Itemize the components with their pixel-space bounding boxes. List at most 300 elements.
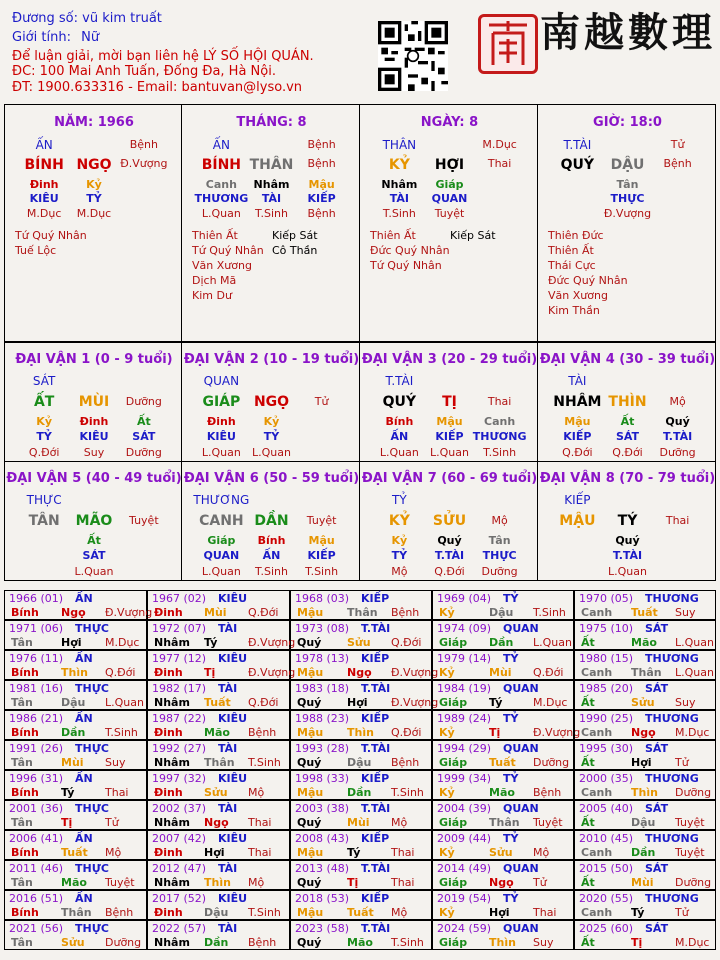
year-state: Q.Đới [533, 666, 564, 679]
star-item: Tứ Quý Nhân [370, 259, 442, 272]
year-can: Canh [581, 666, 613, 679]
year-cell [4, 920, 147, 950]
year-state: Tử [675, 906, 689, 919]
pillar-title: NĂM: 1966 [54, 115, 134, 130]
pillar-chi: HỢI [434, 157, 465, 173]
hidden-state: T.Sinh [483, 446, 517, 459]
star-item: Thái Cực [548, 259, 596, 272]
year-chi: Tý [347, 846, 361, 859]
year-god: THỰC [75, 622, 109, 635]
year-label: 1975 (10) [579, 622, 634, 635]
year-can: Ất [581, 816, 595, 829]
year-state: T.Sinh [105, 726, 138, 739]
year-label: 2019 (54) [437, 892, 492, 905]
year-cell [147, 740, 290, 770]
year-chi: Hợi [204, 846, 225, 859]
pillar-can: KỶ [388, 157, 410, 173]
hidden-stem: Giáp [207, 534, 236, 547]
year-cell [432, 740, 574, 770]
year-chi: Ngọ [204, 816, 229, 829]
year-chi: Thìn [347, 726, 374, 739]
year-state: Dưỡng [105, 936, 142, 949]
year-chi: Ngọ [61, 606, 86, 619]
hidden-god: KIẾP [307, 549, 336, 562]
year-state: L.Quan [533, 636, 572, 649]
gender-label: Giới tính: [12, 30, 71, 45]
year-label: 2005 (40) [579, 802, 634, 815]
year-state: M.Dục [105, 636, 140, 649]
year-chi: Dần [204, 936, 229, 949]
year-cell [432, 920, 574, 950]
dai-van-box [359, 342, 538, 462]
year-state: Bệnh [248, 936, 277, 949]
year-god: SÁT [645, 922, 669, 935]
pillar-top-state: M.Dục [482, 138, 517, 151]
year-cell [147, 770, 290, 800]
year-can: Tân [11, 756, 33, 769]
year-chi: Thìn [61, 666, 88, 679]
year-chi: Tý [631, 906, 645, 919]
year-label: 1984 (19) [437, 682, 492, 695]
dai-van-can: GIÁP [202, 394, 241, 410]
year-god: SÁT [645, 682, 669, 695]
dai-van-can: KỶ [388, 513, 410, 529]
year-cell [574, 710, 716, 740]
year-can: Mậu [297, 906, 324, 919]
hidden-god: SÁT [132, 430, 156, 443]
year-can: Mậu [297, 786, 324, 799]
year-god: T.TÀI [361, 922, 391, 935]
year-cell [4, 770, 147, 800]
dai-van-title: ĐẠI VẬN 8 (70 - 79 tuổi) [539, 471, 716, 486]
year-can: Giáp [439, 816, 468, 829]
dai-van-box [181, 342, 360, 462]
hidden-state: M.Dục [26, 207, 62, 220]
star-item: Cô Thần [272, 244, 318, 257]
pillar-state: Thai [487, 157, 512, 170]
dai-van-state: Tuyệt [306, 514, 337, 527]
hidden-state: Mộ [391, 565, 408, 578]
hidden-god: SÁT [615, 430, 640, 443]
dai-van-god: QUAN [203, 374, 240, 388]
year-god: KIÊU [218, 712, 248, 725]
year-chi: Dậu [489, 606, 514, 619]
hidden-god: TỶ [86, 192, 102, 205]
year-cell [4, 650, 147, 680]
hidden-god: KIẾP [563, 430, 592, 443]
year-label: 1989 (24) [437, 712, 492, 725]
hidden-state: L.Quan [201, 446, 241, 459]
year-god: QUAN [503, 682, 539, 695]
year-label: 2002 (37) [152, 802, 207, 815]
hidden-state: L.Quan [201, 207, 241, 220]
year-chi: Thìn [489, 936, 516, 949]
year-chi: Dậu [347, 756, 372, 769]
dai-van-chi: DẦN [254, 513, 289, 529]
year-can: Quý [297, 696, 322, 709]
dai-van-god: TỶ [392, 493, 407, 507]
name-label: Đương số: [12, 11, 78, 26]
year-can: Ất [581, 876, 595, 889]
year-chi: Tuất [347, 906, 374, 919]
year-can: Quý [297, 876, 322, 889]
year-god: ẤN [75, 652, 93, 665]
year-god: KIẾP [361, 832, 390, 845]
year-can: Giáp [439, 636, 468, 649]
year-god: ẤN [75, 712, 93, 725]
year-label: 2011 (46) [9, 862, 64, 875]
year-chi: Mùi [347, 816, 370, 829]
hidden-stem: Ất [136, 415, 151, 428]
year-state: L.Quan [675, 666, 714, 679]
hidden-god: KIÊU [79, 430, 109, 443]
year-can: Nhâm [154, 936, 190, 949]
year-chi: Tuất [489, 756, 516, 769]
year-can: Giáp [439, 756, 468, 769]
pillar-top-state: Bệnh [129, 138, 158, 151]
star-item: Tuế Lộc [15, 244, 57, 257]
star-item: Kim Dư [192, 289, 232, 302]
year-label: 1970 (05) [579, 592, 634, 605]
star-item: Thiên Ất [192, 229, 238, 242]
year-can: Kỷ [439, 906, 455, 919]
hidden-stem: Kỷ [391, 534, 408, 547]
dai-van-state: Dưỡng [125, 395, 162, 408]
dai-van-box [181, 461, 360, 581]
year-cell [290, 800, 432, 830]
hidden-stem: Tân [616, 178, 639, 191]
year-cell [4, 680, 147, 710]
year-chi: Ngọ [631, 726, 656, 739]
hidden-stem: Mậu [564, 415, 591, 428]
hidden-state: Đ.Vượng [603, 207, 652, 220]
year-cell [4, 590, 153, 620]
year-can: Đinh [154, 726, 183, 739]
star-item: Văn Xương [548, 289, 608, 302]
hidden-stem: Mậu [436, 415, 463, 428]
year-can: Canh [581, 606, 613, 619]
address-line: ĐC: 100 Mai Anh Tuấn, Đống Đa, Hà Nội. [12, 64, 276, 79]
year-god: T.TÀI [361, 742, 391, 755]
hidden-state: Dưỡng [125, 446, 162, 459]
gender-value: Nữ [81, 30, 100, 45]
year-label: 1977 (12) [152, 652, 207, 665]
pillar-can: BÍNH [201, 157, 242, 173]
year-cell [290, 680, 439, 710]
year-chi: Mão [347, 936, 373, 949]
year-cell [574, 650, 716, 680]
year-chi: Mùi [204, 606, 227, 619]
year-god: QUAN [503, 922, 539, 935]
year-god: KIÊU [218, 592, 248, 605]
year-label: 1981 (16) [9, 682, 64, 695]
year-chi: Tị [347, 876, 359, 889]
year-can: Ất [581, 936, 595, 949]
year-state: Suy [533, 936, 554, 949]
year-state: T.Sinh [391, 786, 424, 799]
star-item: Văn Xương [192, 259, 252, 272]
year-god: TÀI [218, 682, 238, 695]
year-state: Thai [105, 786, 129, 799]
year-state: Tuyệt [533, 816, 563, 829]
year-state: M.Dục [533, 696, 568, 709]
hidden-stem: Mậu [308, 178, 335, 191]
year-cell [4, 620, 147, 650]
hidden-state: T.Sinh [382, 207, 416, 220]
year-cell [147, 680, 290, 710]
year-god: TÀI [218, 742, 238, 755]
year-chi: Dần [489, 636, 514, 649]
year-god: KIÊU [218, 772, 248, 785]
year-label: 2023 (58) [295, 922, 350, 935]
year-label: 1966 (01) [9, 592, 64, 605]
hidden-state: L.Quan [608, 565, 647, 578]
year-chi: Tị [61, 816, 73, 829]
year-can: Kỷ [439, 666, 455, 679]
year-can: Tân [11, 636, 33, 649]
star-item: Thiên Ất [548, 244, 594, 257]
hidden-god: T.TÀI [434, 549, 465, 562]
hidden-stem: Mậu [308, 534, 335, 547]
year-god: TỶ [503, 892, 519, 905]
year-can: Ất [581, 696, 595, 709]
dai-van-god: SÁT [32, 374, 56, 388]
hidden-god: KIẾP [435, 430, 464, 443]
year-god: KIẾP [361, 892, 390, 905]
year-cell [432, 680, 574, 710]
year-state: T.Sinh [391, 936, 424, 949]
hidden-state: L.Quan [430, 446, 469, 459]
star-item: Thiên Ất [370, 229, 416, 242]
year-can: Bính [11, 906, 39, 919]
year-god: ẤN [75, 592, 93, 605]
year-god: SÁT [645, 802, 669, 815]
year-label: 2013 (48) [295, 862, 350, 875]
year-cell [574, 590, 716, 620]
year-can: Tân [11, 936, 33, 949]
year-chi: Hợi [489, 906, 510, 919]
pillar-state: Bệnh [663, 157, 692, 170]
year-chi: Dần [631, 846, 656, 859]
year-god: T.TÀI [361, 802, 391, 815]
hidden-stem: Bính [257, 534, 286, 547]
year-chi: Mão [204, 726, 230, 739]
year-state: Đ.Vượng [248, 636, 296, 649]
hidden-state: M.Dục [76, 207, 112, 220]
hidden-state: Dưỡng [481, 565, 518, 578]
hidden-stem: Kỷ [263, 415, 280, 428]
year-chi: Mão [631, 636, 657, 649]
year-state: L.Quan [675, 636, 714, 649]
year-state: Suy [675, 696, 696, 709]
year-state: Bệnh [105, 906, 134, 919]
hidden-state: Q.Đới [28, 446, 60, 459]
year-label: 1972 (07) [152, 622, 207, 635]
year-cell [432, 590, 574, 620]
year-state: Mộ [248, 876, 265, 889]
year-can: Canh [581, 726, 613, 739]
dai-van-chi: MÙI [78, 394, 110, 410]
dai-van-chi: MÃO [75, 513, 113, 529]
pillar-box [181, 104, 360, 342]
year-label: 1993 (28) [295, 742, 350, 755]
year-label: 2022 (57) [152, 922, 207, 935]
pillar-box [537, 104, 716, 342]
year-cell [4, 740, 147, 770]
phone-line: ĐT: 1900.633316 - Email: bantuvan@lyso.vn [12, 80, 303, 95]
star-item: Kiếp Sát [450, 229, 496, 242]
year-cell [432, 770, 574, 800]
dai-van-god: TÀI [568, 374, 587, 388]
dai-van-title: ĐẠI VẬN 6 (50 - 59 tuổi) [183, 471, 360, 486]
year-chi: Thân [204, 756, 235, 769]
year-god: THỰC [75, 682, 109, 695]
year-chi: Dần [347, 786, 372, 799]
year-can: Nhâm [154, 696, 190, 709]
dai-van-state: Mộ [491, 514, 508, 527]
year-chi: Thìn [204, 876, 231, 889]
year-state: Bệnh [391, 756, 420, 769]
year-can: Ất [581, 636, 595, 649]
year-state: Thai [391, 846, 415, 859]
pillar-box [359, 104, 538, 342]
year-can: Đinh [154, 606, 183, 619]
year-god: THỰC [75, 742, 109, 755]
hidden-stem: Ất [620, 415, 635, 428]
pillar-state: Đ.Vượng [120, 157, 168, 170]
dai-van-box [537, 461, 716, 581]
hidden-state: L.Quan [252, 446, 291, 459]
dai-van-title: ĐẠI VẬN 1 (0 - 9 tuổi) [15, 352, 173, 367]
year-can: Đinh [154, 786, 183, 799]
hidden-state: T.Sinh [305, 565, 339, 578]
hidden-state: L.Quan [201, 565, 241, 578]
hidden-state: L.Quan [74, 565, 114, 578]
year-label: 1985 (20) [579, 682, 634, 695]
year-state: Đ.Vượng [105, 606, 153, 619]
dai-van-god: T.TÀI [385, 374, 414, 388]
pillar-title: GIỜ: 18:0 [593, 115, 662, 130]
year-can: Bính [11, 606, 39, 619]
year-god: SÁT [645, 862, 669, 875]
year-state: Q.Đới [391, 636, 422, 649]
year-cell [290, 830, 432, 860]
year-cell [147, 920, 290, 950]
pillar-god: ẤN [212, 138, 230, 152]
hidden-state: Q.Đới [562, 446, 593, 459]
dai-van-title: ĐẠI VẬN 7 (60 - 69 tuổi) [361, 471, 538, 486]
year-label: 1994 (29) [437, 742, 492, 755]
qr-code[interactable] [378, 21, 448, 91]
year-chi: Sửu [347, 636, 371, 649]
dai-van-can: TÂN [28, 513, 60, 529]
year-can: Quý [297, 756, 322, 769]
star-item: Đức Quý Nhân [548, 274, 628, 287]
year-label: 2004 (39) [437, 802, 492, 815]
pillar-can: QUÝ [560, 157, 595, 173]
year-can: Mậu [297, 606, 324, 619]
year-state: Q.Đới [248, 606, 279, 619]
year-state: Thai [391, 876, 415, 889]
pillar-god: T.TÀI [563, 138, 592, 152]
year-label: 2015 (50) [579, 862, 634, 875]
year-label: 2024 (59) [437, 922, 492, 935]
year-label: 2006 (41) [9, 832, 64, 845]
year-chi: Tị [204, 666, 216, 679]
pillar-box [4, 104, 182, 342]
year-state: M.Dục [675, 936, 710, 949]
year-label: 1976 (11) [9, 652, 64, 665]
year-state: Suy [105, 756, 126, 769]
pillar-god: THÂN [382, 138, 417, 152]
year-can: Nhâm [154, 876, 190, 889]
hidden-god: TỶ [263, 430, 280, 443]
year-cell [147, 830, 290, 860]
year-chi: Ngọ [489, 876, 514, 889]
year-cell [574, 770, 716, 800]
year-state: Mộ [105, 846, 122, 859]
dai-van-state: Tuyệt [129, 514, 159, 527]
year-chi: Sửu [204, 786, 228, 799]
year-can: Bính [11, 666, 39, 679]
year-state: Bệnh [248, 726, 277, 739]
year-god: TỶ [503, 652, 519, 665]
hidden-state: Tuyệt [434, 207, 465, 220]
year-chi: Hợi [347, 696, 368, 709]
year-state: Tuyệt [675, 846, 705, 859]
year-can: Tân [11, 876, 33, 889]
year-cell [432, 710, 581, 740]
year-god: THƯƠNG [645, 892, 699, 905]
year-can: Tân [11, 816, 33, 829]
year-label: 2008 (43) [295, 832, 350, 845]
year-state: Mộ [391, 906, 408, 919]
year-chi: Mão [61, 876, 87, 889]
year-cell [147, 800, 290, 830]
year-god: THƯƠNG [645, 592, 699, 605]
year-chi: Tuất [61, 846, 88, 859]
year-cell [290, 620, 432, 650]
year-label: 1998 (33) [295, 772, 350, 785]
hidden-stem: Quý [665, 415, 690, 428]
year-state: Suy [675, 606, 696, 619]
year-cell [290, 740, 432, 770]
year-god: TỶ [503, 832, 519, 845]
star-item: Tứ Quý Nhân [192, 244, 264, 257]
year-can: Bính [11, 846, 39, 859]
year-label: 1999 (34) [437, 772, 492, 785]
hidden-stem: Nhâm [253, 178, 290, 191]
year-cell [290, 650, 439, 680]
year-god: TÀI [218, 622, 238, 635]
brand-title: 南越數理 [540, 9, 716, 56]
year-god: QUAN [503, 862, 539, 875]
hidden-god: QUAN [431, 192, 468, 205]
year-god: TỶ [503, 772, 519, 785]
hidden-state: T.Sinh [255, 565, 288, 578]
year-state: Dưỡng [675, 786, 712, 799]
year-label: 1979 (14) [437, 652, 492, 665]
year-state: T.Sinh [533, 606, 566, 619]
year-cell [574, 920, 716, 950]
seal-logo [478, 14, 538, 74]
year-can: Giáp [439, 696, 468, 709]
year-chi: Dậu [631, 816, 656, 829]
hidden-stem: Tân [488, 534, 511, 547]
year-can: Kỷ [439, 606, 455, 619]
year-chi: Tý [204, 636, 218, 649]
year-state: Tuyệt [675, 816, 705, 829]
